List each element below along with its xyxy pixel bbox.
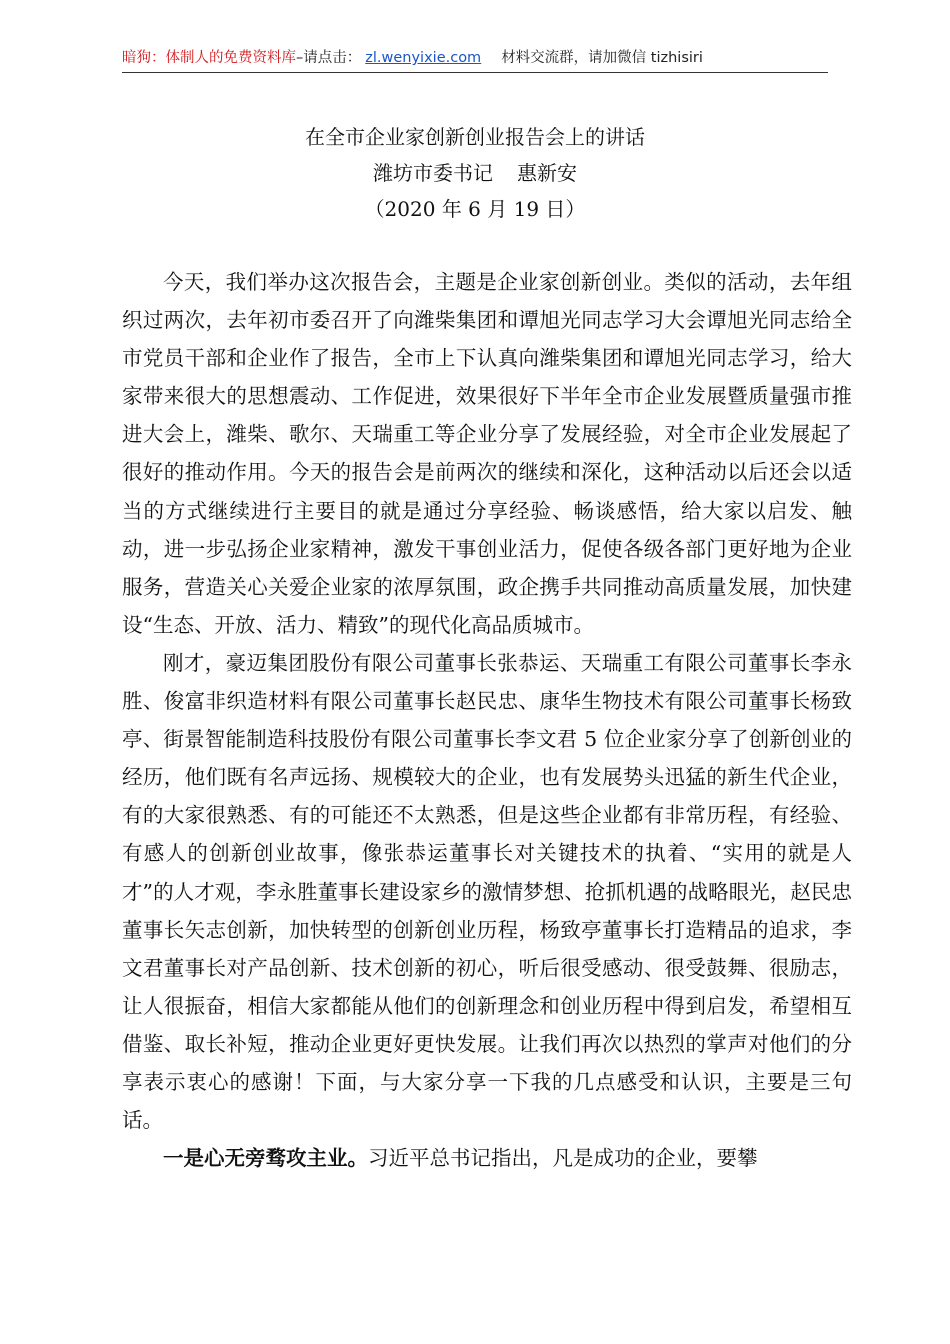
paragraph bbox=[122, 263, 852, 644]
speaker-name: 惠新安 bbox=[517, 161, 577, 185]
header-brand: 暗狗：体制人的免费资料库 bbox=[122, 50, 296, 66]
paragraph-text: 今天，我们举办这次报告会，主题是企业家创新创业。类似的活动，去年组织过两次，去年初市委召开了向潍柴集团和谭旭光同志学习大会谭旭光同志给全市党员干部和企业作了报告，全市上下认真向潍柴集团和谭旭光同志学习，给大家带来很大的思想震动、工作促进，效果很好下半年全市企业发展暨质量强市推进大会上，潍柴、歌尔、天瑞重工等企业分享了发展经验，对全市企业发展起了很好的推动作用。今天的报告会是前两次的继续和深化，这种活动以后还会以适当的方式继续进行主要目的就是通过分享经验、畅谈感悟，给大家以启发、触动，进一步弘扬企业家精神，激发干事创业活力，促使各级各部门更好地为企业服务，营造关心关爱企业家的浓厚氛围，政企携手共同推动高质量发展，加快建设“生态、开放、活力、精致”的现代化高品质城市。 bbox=[122, 270, 852, 637]
header-divider bbox=[122, 72, 828, 73]
paragraph bbox=[122, 644, 852, 1139]
watermark-header bbox=[122, 46, 822, 70]
document-title: 在全市企业家创新创业报告会上的讲话 bbox=[305, 125, 645, 149]
header-prompt: –请点击： bbox=[296, 50, 362, 66]
paragraph bbox=[122, 1139, 852, 1177]
header-wechat-note: 材料交流群，请加微信 tizhisiri bbox=[501, 50, 703, 66]
document-body bbox=[122, 263, 852, 1177]
speaker-line bbox=[0, 155, 950, 191]
header-link[interactable]: zl.wenyixie.com bbox=[365, 50, 482, 66]
paragraph-text: 刚才，豪迈集团股份有限公司董事长张恭运、天瑞重工有限公司董事长李永胜、俊富非织造材料有限公司董事长赵民忠、康华生物技术有限公司董事长杨致亭、街景智能制造科技股份有限公司董事长李文君 5 位企业家分享了创新创业的经历，他们既有名声远扬、规模较大的企业，也有发展势头迅猛的新生代企业，有的大家很熟悉、有的可能还不太熟悉，但是这些企业都有非常历程，有经验、有感人的创新创业故事，像张恭运董事长对关键技术的执着、“实用的就是人才”的人才观，李永胜董事长建设家乡的激情梦想、抢抓机遇的战略眼光，赵民忠董事长矢志创新，加快转型的创新创业历程，杨致亭董事长打造精品的追求，李文君董事长对产品创新、技术创新的初心，听后很受感动、很受鼓舞、很励志，让人很振奋，相信大家都能从他们的创新理念和创业历程中得到启发，希望相互借鉴、取长补短，推动企业更好更快发展。让我们再次以热烈的掌声对他们的分享表示衷心的感谢！下面，与大家分享一下我的几点感受和认识，主要是三句话。 bbox=[122, 650, 852, 1133]
paragraph-text: 习近平总书记指出，凡是成功的企业，要攀 bbox=[368, 1146, 758, 1171]
document-title-block bbox=[0, 119, 950, 227]
speaker-role: 潍坊市委书记 bbox=[373, 161, 493, 185]
paragraph-lead-heading: 一是心无旁骛攻主业。 bbox=[163, 1146, 368, 1171]
speech-date: （2020 年 6 月 19 日） bbox=[364, 197, 586, 221]
